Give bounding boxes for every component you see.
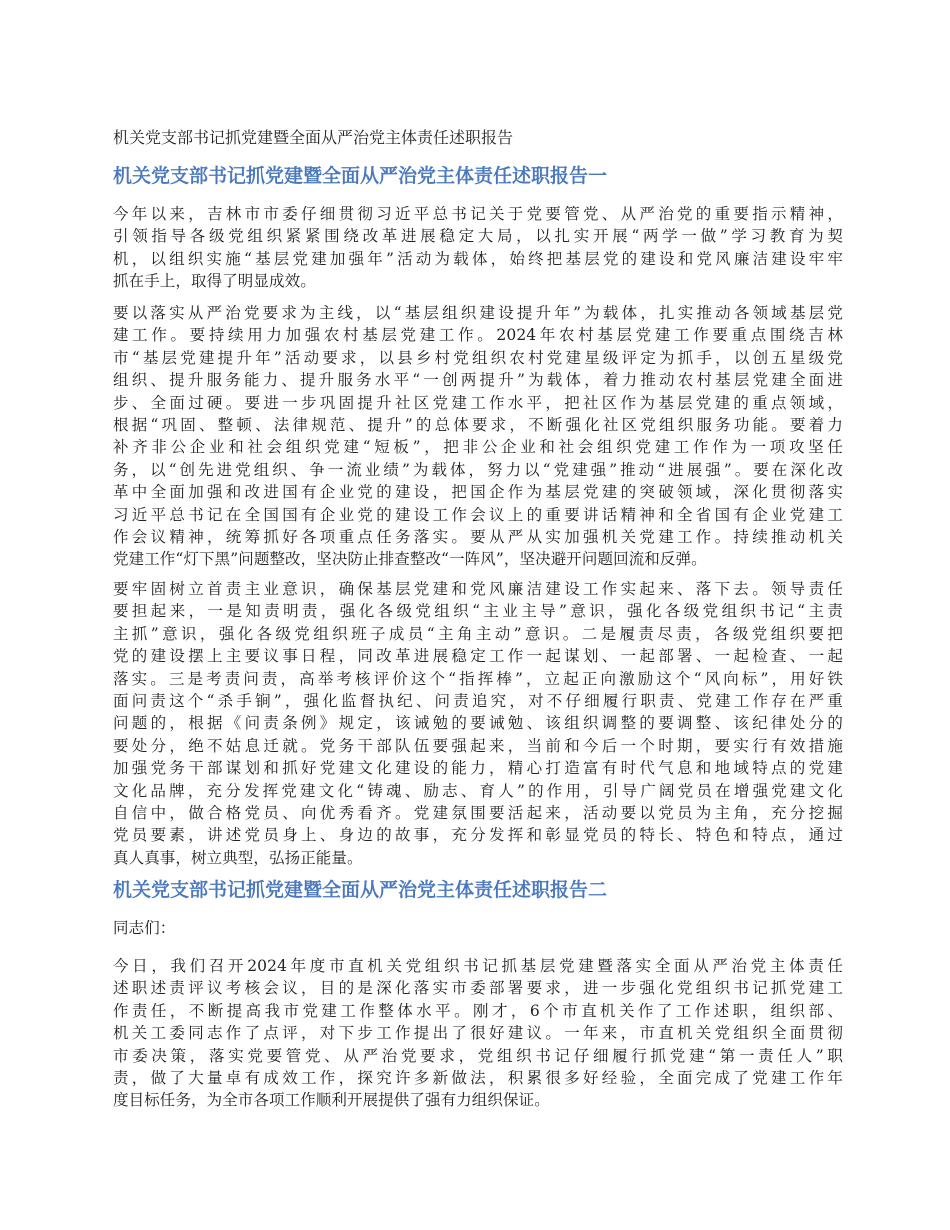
text-line: 自信中，做合格党员、向优秀看齐。党建氛围要活起来，活动要以党员为主角，充分挖掘 [113,804,843,823]
text-line: 今日，我们召开2024年度市直机关党组织书记抓基层党建暨落实全面从严治党主体责任 [113,957,843,975]
text-line: 市委决策，落实党要管党、从严治党要求，党组织书记仔细履行抓党建“第一责任人”职 [113,1046,843,1065]
text-line: 党员要素，讲述党员身上、身边的故事，充分发挥和彰显党员的特长、特色和特点，通过 [113,826,843,845]
section-heading-1: 机关党支部书记抓党建暨全面从严治党主体责任述职报告一 [113,165,608,187]
text-line: 作会议精神，统筹抓好各项重点任务落实。要从严从实加强机关党建工作。持续推动机关 [113,528,843,547]
section-2-paragraph-2 [113,955,843,1112]
text-line: 步、全面过硬。要进一步巩固提升社区党建工作水平，把社区作为基层党建的重点领域， [113,393,843,412]
text-line: 度目标任务，为全市各项工作顺利开展提供了强有力组织保证。 [113,1091,550,1110]
section-1-paragraph-3 [113,578,843,869]
text-line: 述职述责评议考核会议，目的是深化落实市委部署要求，进一步强化党组织书记抓党建工 [113,979,843,998]
text-line: 党建工作“灯下黑”问题整改，坚决防止排查整改“一阵风”，坚决避开问题回流和反弹。 [113,550,707,569]
text-line: 机关工委同志作了点评，对下步工作提出了很好建议。一年来，市直机关党组织全面贯彻 [113,1024,843,1043]
text-line: 市“基层党建提升年”活动要求，以县乡村党组织农村党建星级评定为抓手，以创五星级党 [113,348,843,367]
text-line: 党的建设摆上主要议事日程，同改革进展稳定工作一起谋划、一起部署、一起检查、一起 [113,647,843,666]
text-line: 引领指导各级党组织紧紧围绕改革进展稳定大局，以扎实开展“两学一做”学习教育为契 [113,227,843,246]
text-line: 建工作。要持续用力加强农村基层党建工作。2024年农村基层党建工作要重点围绕吉林 [113,326,843,345]
text-line: 革中全面加强和改进国有企业党的建设，把国企作为基层党建的突破领域，深化贯彻落实 [113,483,843,502]
text-line: 补齐非公企业和社会组织党建“短板”，把非公企业和社会组织党建工作作为一项攻坚任 [113,438,843,457]
text-line: 要牢固树立首责主业意识，确保基层党建和党风廉洁建设工作实起来、落下去。领导责任 [113,580,843,598]
text-line: 要担起来，一是知责明责，强化各级党组织“主业主导”意识，强化各级党组织书记“主责 [113,602,843,621]
text-line: 要处分，绝不姑息迁就。党务干部队伍要强起来，当前和今后一个时期，要实行有效措施 [113,736,843,755]
text-line: 加强党务干部谋划和抓好党建文化建设的能力，精心打造富有时代气息和地域特点的党建 [113,759,843,778]
document-title: 机关党支部书记抓党建暨全面从严治党主体责任述职报告 [113,128,514,147]
text-line: 要以落实从严治党要求为主线，以“基层组织建设提升年”为载体，扎实推动各领域基层党 [113,304,843,322]
text-line: 责，做了大量卓有成效工作，探究许多新做法，积累很多好经验，全面完成了党建工作年 [113,1069,843,1088]
section-2-paragraph-1 [113,917,843,939]
section-heading-2: 机关党支部书记抓党建暨全面从严治党主体责任述职报告二 [113,879,608,901]
text-line: 务，以“创先进党组织、争一流业绩”为载体，努力以“党建强”推动“进展强”。要在深化改 [113,460,843,479]
section-1-paragraph-2 [113,302,843,571]
text-line: 抓在手上，取得了明显成效。 [113,272,316,291]
text-line: 面问责这个“杀手锏”，强化监督执纪、问责追究，对不仔细履行职责、党建工作存在严重 [113,692,843,711]
text-line: 组织、提升服务能力、提升服务水平“一创两提升”为载体，着力推动农村基层党建全面进 [113,371,843,390]
section-1-paragraph-1 [113,203,843,293]
text-line: 落实。三是考责问责，高举考核评价这个“指挥棒”，立起正向激励这个“风向标”，用好铁 [113,669,843,688]
text-line: 机，以组织实施“基层党建加强年”活动为载体，始终把基层党的建设和党风廉洁建设牢牢 [113,249,843,268]
text-line: 今年以来，吉林市市委仔细贯彻习近平总书记关于党要管党、从严治党的重要指示精神， [113,205,843,223]
text-line: 主抓”意识，强化各级党组织班子成员“主角主动”意识。二是履责尽责，各级党组织要把 [113,624,843,643]
text-line: 问题的，根据《问责条例》规定，该诫勉的要诫勉、该组织调整的要调整、该纪律处分的 [113,714,843,733]
text-line: 真人真事，树立典型，弘扬正能量。 [113,848,363,867]
text-line: 同志们： [113,919,176,937]
text-line: 习近平总书记在全国国有企业党的建设工作会议上的重要讲话精神和全省国有企业党建工 [113,505,843,524]
text-line: 作责任，不断提高我市党建工作整体水平。刚才，6个市直机关作了工作述职，组织部、 [113,1001,843,1020]
text-line: 文化品牌，充分发挥党建文化“铸魂、励志、育人”的作用，引导广阔党员在增强党建文化 [113,781,843,800]
text-line: 根据“巩固、整顿、法律规范、提升”的总体要求，不断强化社区党组织服务功能。要着力 [113,416,843,435]
